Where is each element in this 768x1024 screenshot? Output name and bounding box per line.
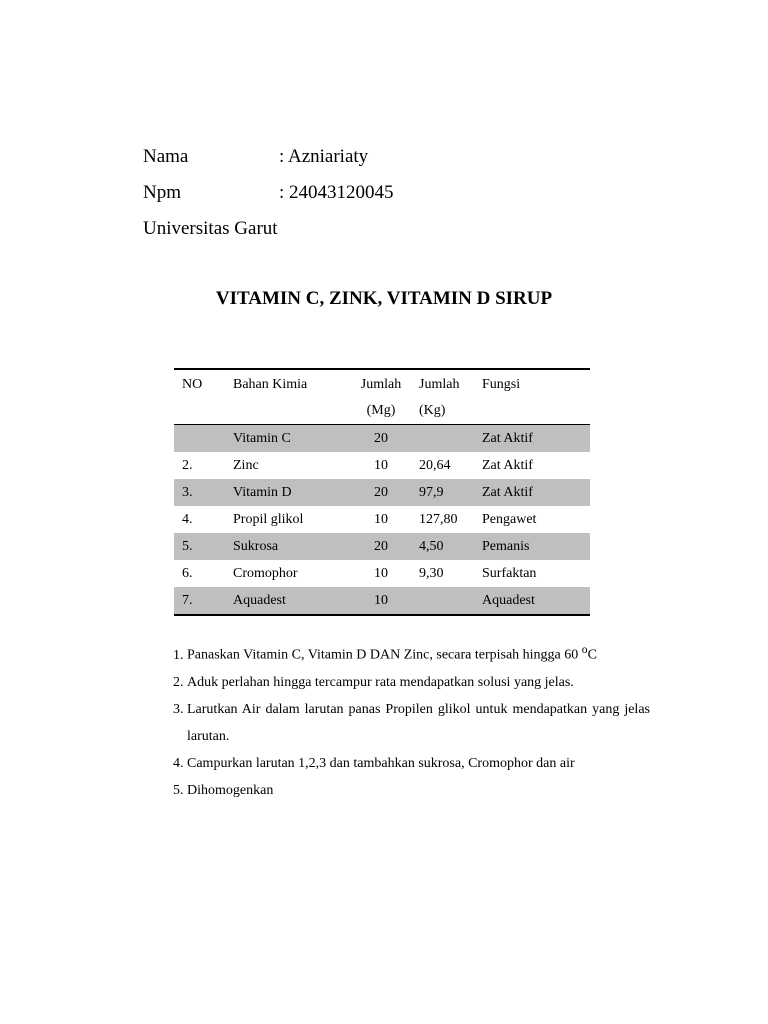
cell-bahan: Propil glikol: [233, 511, 304, 527]
step-text: Larutkan Air dalam larutan panas Propilen glikol untuk mendapatkan yang jelas larutan.: [187, 701, 650, 744]
cell-bahan: Aquadest: [233, 587, 343, 615]
table-row: [174, 587, 590, 615]
table-row: [174, 533, 590, 560]
cell-jumlah-kg: [419, 425, 482, 453]
cell-fungsi: Aquadest: [482, 587, 590, 615]
header-unit-kg: (Kg): [419, 398, 482, 425]
cell-jumlah-mg: 20: [343, 425, 419, 453]
header-unit-mg: (Mg): [343, 398, 419, 425]
cell-jumlah-kg: 20,64: [419, 457, 451, 473]
university-name: Universitas Garut: [143, 218, 278, 239]
cell-bahan: Cromophor: [233, 565, 298, 581]
cell-jumlah-mg: 20: [343, 533, 419, 560]
cell-jumlah-kg: 4,50: [419, 533, 482, 560]
cell-fungsi: Zat Aktif: [482, 425, 590, 453]
cell-bahan: Vitamin C: [233, 425, 343, 453]
cell-bahan: Vitamin D: [233, 479, 343, 506]
cell-jumlah-kg: 97,9: [419, 479, 482, 506]
table-row: [174, 560, 590, 587]
name-label: Nama: [143, 146, 189, 167]
procedure-step: [187, 750, 650, 777]
cell-jumlah-mg: 10: [374, 565, 388, 581]
procedure-step: [187, 696, 650, 750]
cell-bahan: Sukrosa: [233, 533, 343, 560]
student-info: [143, 146, 394, 254]
document-title: VITAMIN C, ZINK, VITAMIN D SIRUP: [215, 288, 553, 309]
procedure-step: [187, 669, 650, 696]
step-unit: C: [587, 647, 597, 663]
degree-superscript: o: [581, 643, 588, 656]
cell-bahan: Zinc: [233, 457, 259, 473]
cell-fungsi: Zat Aktif: [482, 479, 590, 506]
header-jumlah-kg: Jumlah: [419, 369, 482, 398]
name-row: [143, 146, 394, 182]
table-row: [174, 452, 590, 479]
procedure-list: [163, 636, 650, 804]
table-header-units-row: [174, 398, 590, 425]
cell-fungsi: Pengawet: [482, 511, 537, 527]
cell-no: 3.: [174, 479, 233, 506]
npm-label: Npm: [143, 182, 181, 203]
cell-no: 5.: [174, 533, 233, 560]
step-text: Aduk perlahan hingga tercampur rata mendapatkan solusi yang jelas.: [187, 674, 574, 690]
procedure-step: [187, 636, 650, 669]
table-header-row: [174, 369, 590, 398]
cell-no: 7.: [174, 587, 233, 615]
header-jumlah-mg: Jumlah: [343, 369, 419, 398]
cell-jumlah-kg: 127,80: [419, 511, 458, 527]
cell-jumlah-kg: 9,30: [419, 565, 444, 581]
cell-fungsi: Zat Aktif: [482, 457, 533, 473]
header-bahan: Bahan Kimia: [233, 369, 343, 398]
npm-row: [143, 182, 394, 218]
cell-fungsi: Surfaktan: [482, 565, 537, 581]
step-text: Dihomogenkan: [187, 782, 274, 798]
cell-jumlah-kg: [419, 587, 482, 615]
npm-value: : 24043120045: [279, 182, 394, 203]
table-row: [174, 506, 590, 533]
cell-jumlah-mg: 10: [374, 457, 388, 473]
cell-fungsi: Pemanis: [482, 533, 590, 560]
cell-jumlah-mg: 10: [374, 511, 388, 527]
step-text: Campurkan larutan 1,2,3 dan tambahkan sukrosa, Cromophor dan air: [187, 755, 575, 771]
header-no: NO: [174, 369, 233, 398]
table-row: [174, 479, 590, 506]
table-body: [174, 425, 590, 616]
step-text: Panaskan Vitamin C, Vitamin D DAN Zinc, secara terpisah hingga 60: [187, 647, 582, 663]
cell-jumlah-mg: 10: [343, 587, 419, 615]
cell-no: 6.: [182, 565, 193, 581]
header-fungsi: Fungsi: [482, 369, 590, 398]
table-row: [174, 425, 590, 453]
name-value: : Azniariaty: [279, 146, 369, 167]
cell-no: 4.: [182, 511, 193, 527]
university-row: [143, 218, 394, 254]
cell-no: [174, 425, 233, 453]
cell-jumlah-mg: 20: [343, 479, 419, 506]
cell-no: 2.: [182, 457, 193, 473]
procedure-step: [187, 777, 650, 804]
ingredients-table: [174, 368, 590, 616]
